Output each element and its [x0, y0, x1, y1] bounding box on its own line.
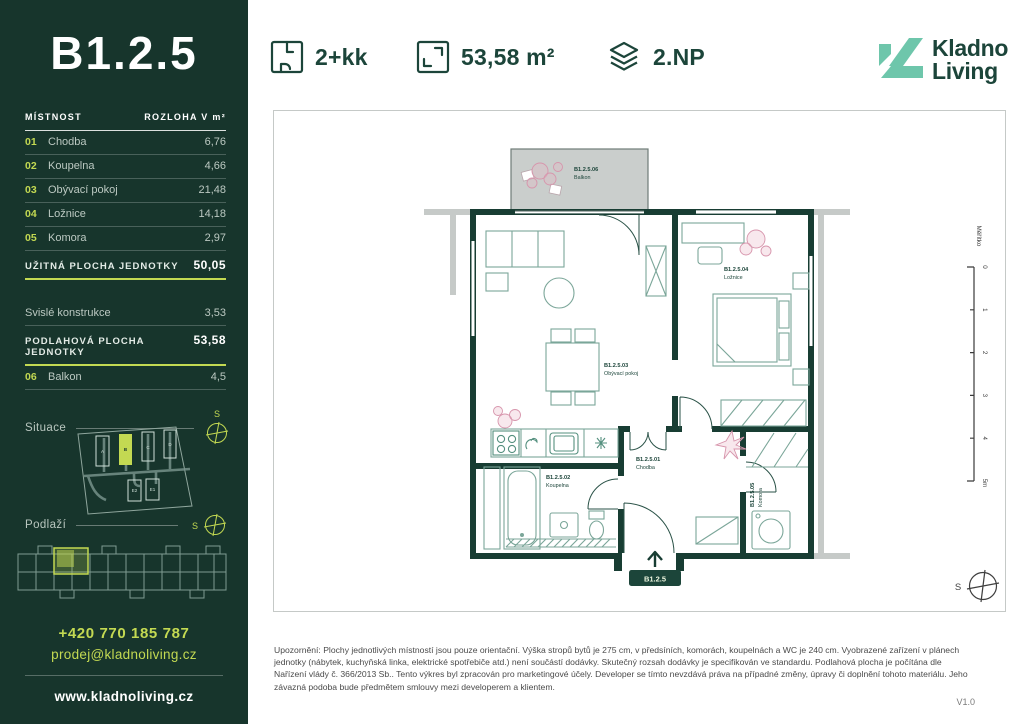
dining-table [546, 329, 599, 405]
phone-link[interactable]: +420 770 185 787 [58, 625, 190, 642]
layers-icon [606, 40, 642, 74]
nightstand [793, 273, 809, 289]
building-letter: B [123, 447, 128, 452]
room-label-code: B1.2.5.01 [636, 457, 661, 463]
room-label-code: B1.2.5.03 [604, 363, 629, 369]
scale-title: Měřítko [975, 225, 982, 247]
kladno-living-logo [879, 37, 1008, 82]
contact-block [0, 625, 248, 704]
room-name: Obývací pokoj [48, 184, 118, 196]
unit-title: B1.2.5 [50, 27, 198, 79]
brand-line1: Kladno [932, 35, 1009, 61]
compass-letter: S [213, 409, 221, 419]
room-name: Balkon [48, 371, 82, 383]
room-label-name: Chodba [636, 465, 655, 471]
floor-info [606, 40, 705, 74]
floor-area-label: PODLAHOVÁ PLOCHA JEDNOTKY [25, 336, 145, 358]
scale-tick: 4 [981, 436, 988, 440]
room-label-name: Komora [758, 488, 764, 507]
version-label: V1.0 [956, 697, 975, 707]
useful-area-row [25, 251, 226, 280]
structures-label: Svislé konstrukce [25, 307, 111, 319]
storage-shelves [746, 433, 808, 467]
compass-letter: S [191, 521, 199, 531]
room-label-code: B1.2.5.06 [574, 167, 599, 173]
structures-value: 3,53 [204, 307, 226, 319]
wardrobe [721, 400, 806, 426]
room-labels [546, 267, 764, 507]
building-letter: C [146, 445, 150, 450]
hall-cabinet [696, 517, 738, 544]
exterior-walls [470, 209, 814, 571]
north-compass-icon [955, 570, 999, 602]
room-area: 6,76 [204, 136, 226, 148]
compass-letter: S [954, 582, 962, 593]
scale-tick: 5m [981, 478, 988, 488]
room-label-name: Obývací pokoj [604, 371, 639, 377]
floorplan-icon [270, 40, 304, 74]
washing-machine [752, 511, 790, 549]
room-name: Chodba [48, 136, 87, 148]
scale-bar [967, 226, 988, 488]
tall-cabinet [646, 246, 666, 296]
table-row [25, 203, 226, 227]
floor-plan-minimap [10, 532, 236, 608]
room-name: Koupelna [48, 160, 95, 172]
brand-line2: Living [932, 57, 998, 84]
balcony [511, 149, 648, 211]
table-row [25, 155, 226, 179]
bathroom-sink [550, 513, 578, 537]
building-letter: A [100, 449, 105, 454]
divider [76, 525, 178, 526]
toilet [589, 511, 604, 539]
entry-marker [629, 552, 681, 586]
sink-faucet [526, 438, 537, 449]
floor-hatch [506, 539, 616, 547]
building-letter: E2 [131, 488, 138, 493]
area-icon [416, 40, 450, 74]
kitchen-counter [491, 429, 618, 457]
desk [682, 223, 744, 264]
sidebar [0, 0, 248, 724]
room-number: 06 [25, 371, 37, 383]
useful-area-value: 50,05 [193, 258, 226, 272]
area-info [416, 40, 555, 74]
kladno-living-logo-mark [879, 38, 923, 82]
floor-plan-sheet [273, 110, 1006, 612]
bathtub [484, 467, 540, 549]
layout-value: 2+kk [315, 43, 368, 70]
table-row [25, 227, 226, 251]
scale-tick: 1 [981, 308, 988, 312]
bed [713, 294, 791, 366]
kladno-living-logo-text [932, 37, 1008, 82]
room-area: 14,18 [198, 208, 226, 220]
divider [25, 675, 223, 676]
nightstand [793, 369, 809, 385]
room-area: 4,66 [204, 160, 226, 172]
room-label-code: B1.2.5.04 [724, 267, 749, 273]
situace-label: Situace [25, 422, 67, 434]
room-table-header [25, 112, 226, 131]
sofa [486, 231, 564, 291]
entry-arrow-icon [648, 552, 662, 567]
room-area: 21,48 [198, 184, 226, 196]
site-plan-minimap [36, 424, 226, 516]
floor-area-value: 53,58 [193, 333, 226, 347]
col-room-label: MÍSTNOST [25, 112, 82, 122]
table-row [25, 179, 226, 203]
scale-tick: 0 [981, 265, 988, 269]
podlazi-label: Podlaží [25, 519, 67, 531]
useful-area-label: UŽITNÁ PLOCHA JEDNOTKY [25, 261, 179, 272]
website-link[interactable]: www.kladnoliving.cz [54, 689, 194, 704]
building-letter: D [168, 442, 172, 447]
email-link[interactable]: prodej@kladnoliving.cz [51, 647, 197, 662]
building-letter: E1 [149, 487, 156, 492]
room-number: 05 [25, 232, 37, 244]
room-number: 02 [25, 160, 37, 172]
room-label-code: B1.2.5.02 [546, 475, 571, 481]
floor-area-row [25, 326, 226, 366]
floor-plan-drawing [274, 111, 1005, 611]
plant-decoration [740, 230, 771, 256]
layout-info [270, 40, 368, 74]
room-number: 01 [25, 136, 37, 148]
area-value: 53,58 m² [461, 43, 555, 70]
room-area: 4,5 [210, 371, 226, 383]
doors [588, 215, 776, 553]
scale-tick: 3 [981, 393, 988, 398]
room-number: 03 [25, 184, 37, 196]
floor-value: 2.NP [653, 43, 705, 70]
room-label-name: Balkon [574, 175, 591, 181]
room-name: Ložnice [48, 208, 86, 220]
room-area: 2,97 [204, 232, 226, 244]
disclaimer-text: Upozornění: Plochy jednotlivých místností jsou pouze orientační. Výška stropů bytů je 275 cm, v předsíních, komorách, koupelnách a WC je 240 cm. Vyobrazené zařízení v plánech jednotky (nábytek, kuchyňská linka, elektrické spotřebiče atd.) není součástí dodávky. Skutečný rozsah dodávky je specifikován ve standardu. Podlahová plocha je počítána dle Nařízení vlády č. 366/2013 Sb.. Tento výkres byl zpracován pro marketingové účely. Developer se tímto nevzdává práva na případné změny, úpravy či doplnění tohoto materiálu. Jeho závazná podoba bude předmětem smlouvy mezi developerem a klientem. [274, 645, 968, 692]
appliance-symbol [595, 437, 607, 449]
scale-tick: 2 [981, 350, 988, 355]
col-area-label: ROZLOHA V m² [144, 112, 226, 122]
room-label-name: Ložnice [724, 275, 743, 281]
room-number: 04 [25, 208, 37, 220]
structures-row [25, 302, 226, 326]
entry-badge-label: B1.2.5 [643, 574, 667, 584]
room-label-code: B1.2.5.05 [750, 482, 756, 507]
room-table [25, 112, 226, 390]
room-label-name: Koupelna [546, 483, 569, 489]
coffee-table [544, 278, 574, 308]
plant-decoration [494, 407, 521, 429]
table-row [25, 131, 226, 155]
balcony-row [25, 366, 226, 390]
room-name: Komora [48, 232, 87, 244]
